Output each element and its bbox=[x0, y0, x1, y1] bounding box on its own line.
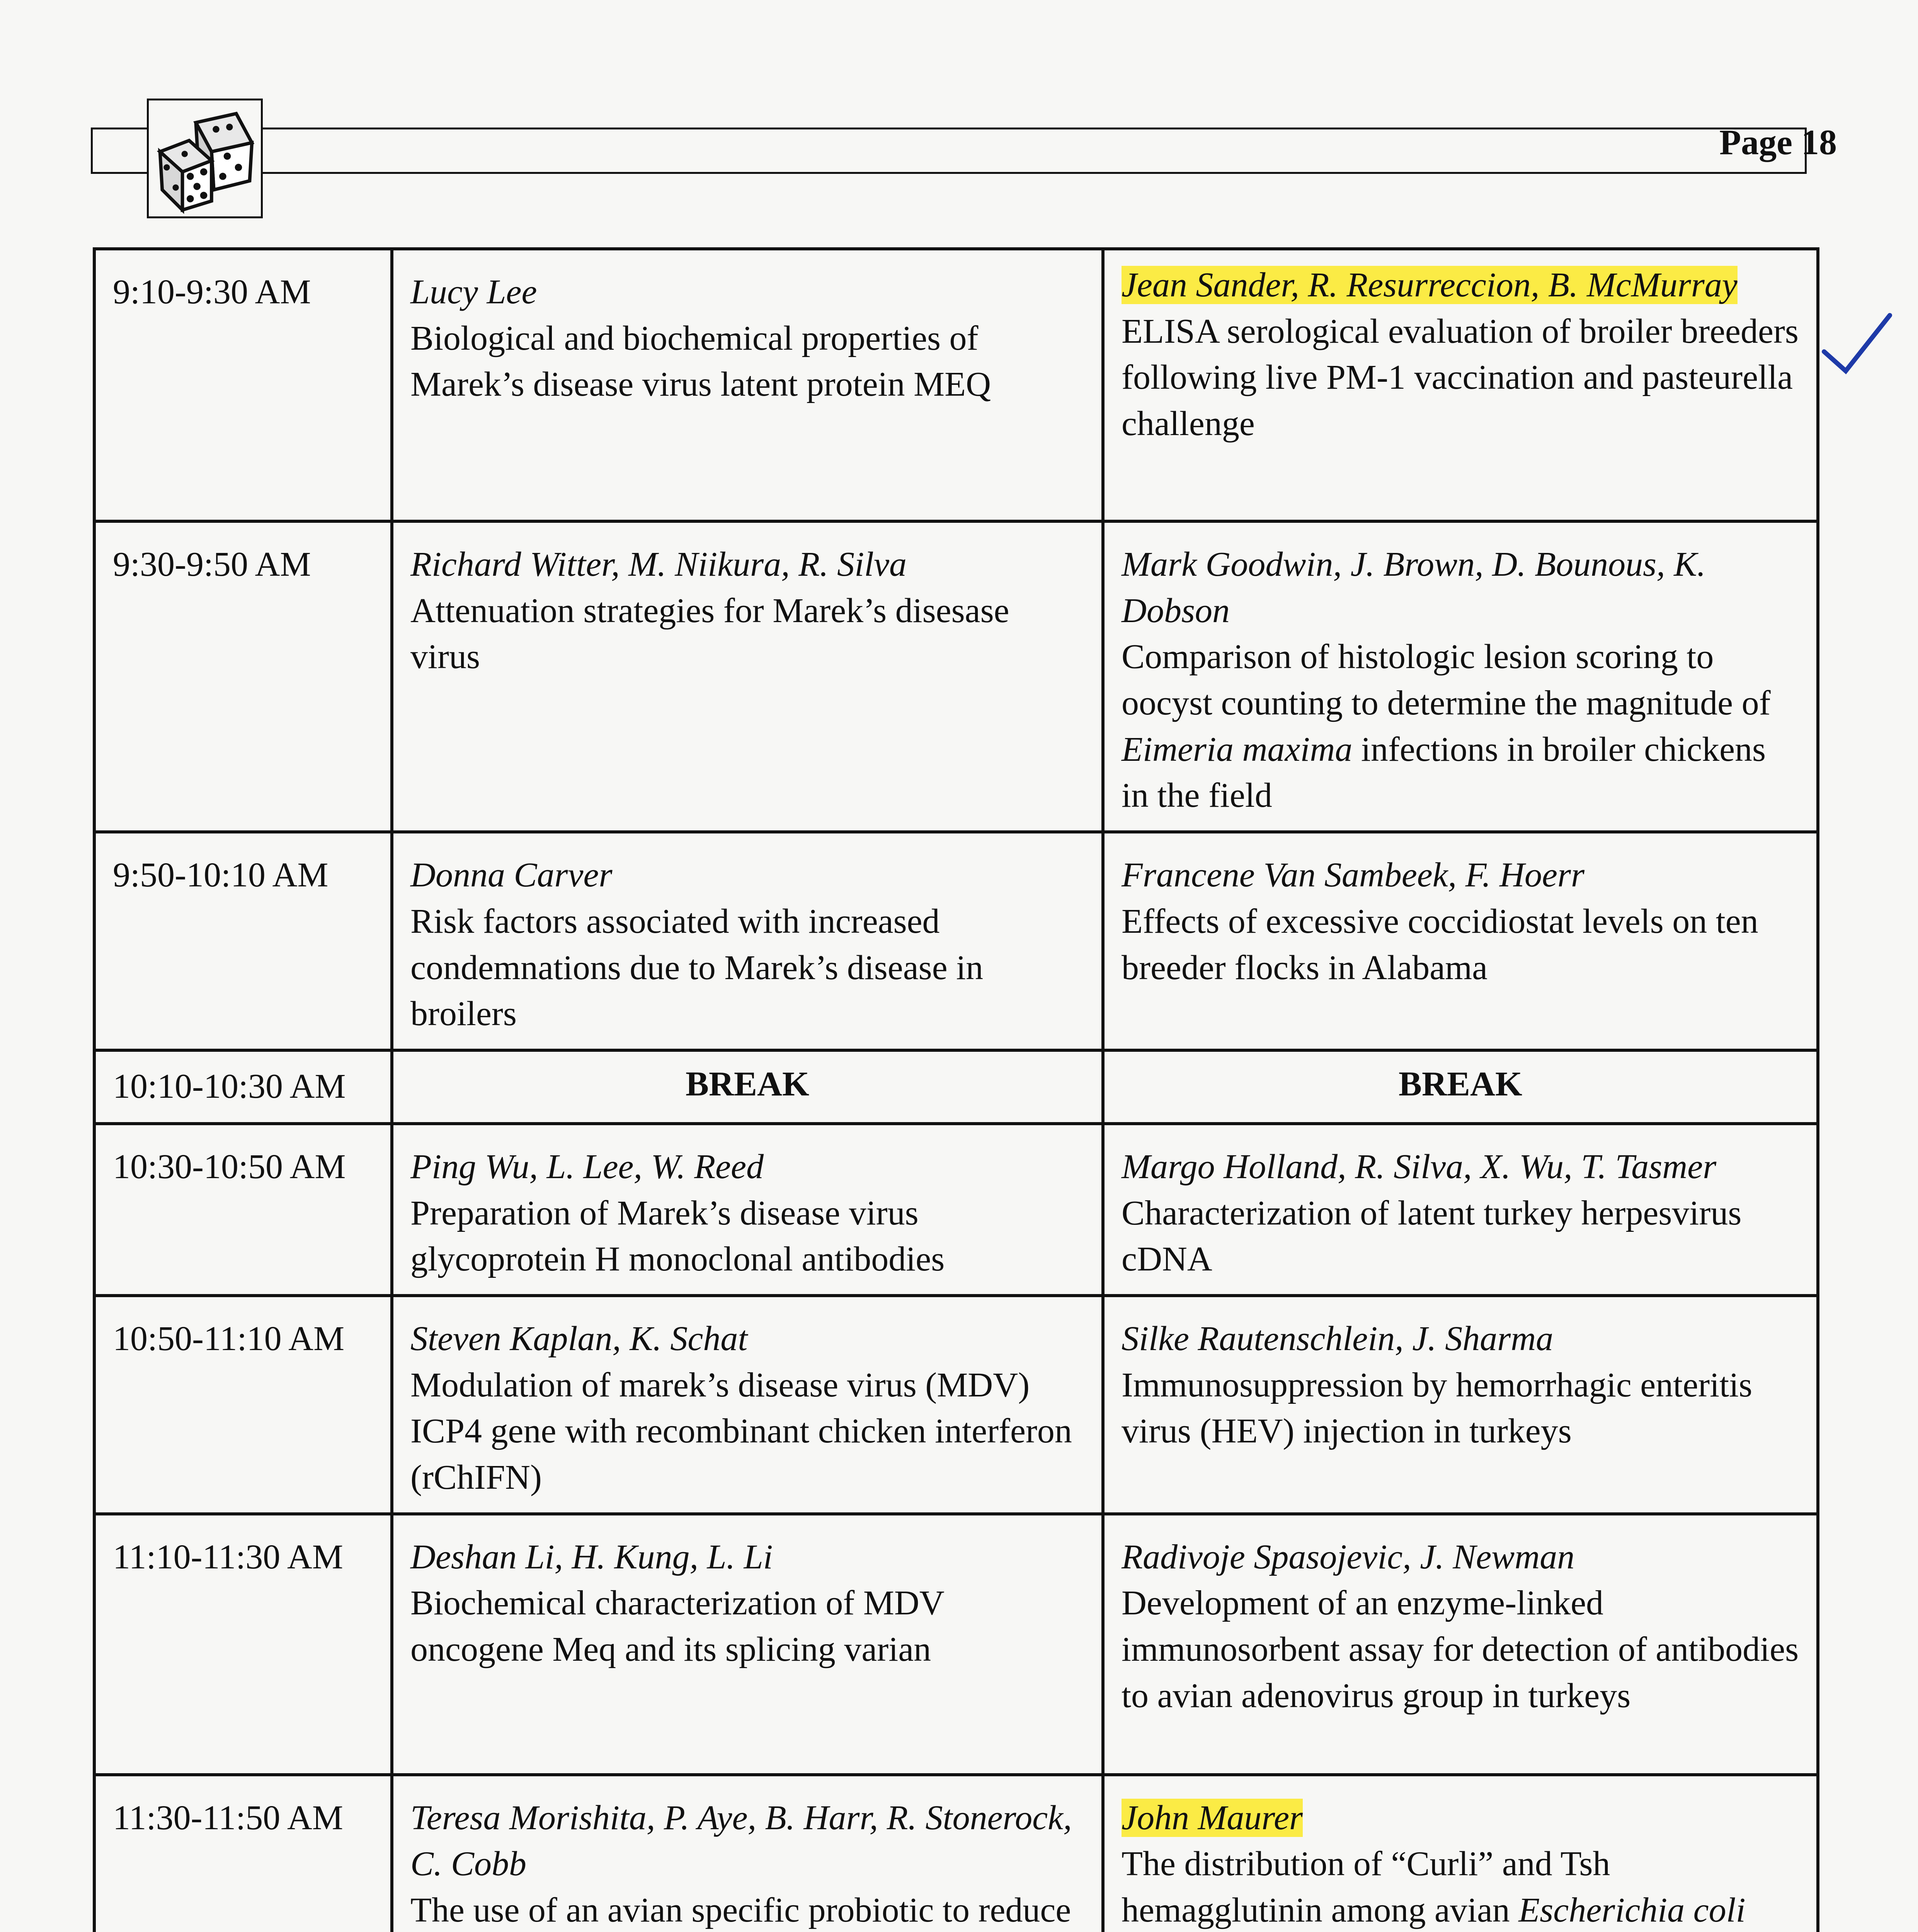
talk-title: Modulation of marek’s disease virus (MDV) ICP4 gene with recombinant chicken interferon (rChIFN) bbox=[410, 1366, 1072, 1497]
session-b-cell bbox=[1103, 1775, 1818, 1932]
break-label: BREAK bbox=[1398, 1065, 1523, 1103]
authors: Donna Carver bbox=[410, 856, 613, 895]
check-mark-icon bbox=[1816, 309, 1894, 379]
session-a-cell bbox=[392, 249, 1103, 521]
table-row bbox=[94, 1296, 1818, 1514]
table-row bbox=[94, 1050, 1818, 1124]
authors: Ping Wu, L. Lee, W. Reed bbox=[410, 1147, 764, 1186]
break-label: BREAK bbox=[685, 1065, 810, 1103]
authors: Richard Witter, M. Niikura, R. Silva bbox=[410, 545, 907, 583]
session-b-cell bbox=[1103, 249, 1818, 521]
session-a-cell bbox=[392, 1514, 1103, 1775]
talk-title: Preparation of Marek’s disease virus glycoprotein H monoclonal antibodies bbox=[410, 1194, 945, 1279]
time-slot: 10:10-10:30 AM bbox=[94, 1050, 392, 1124]
table-row bbox=[94, 249, 1818, 521]
session-a-cell bbox=[392, 521, 1103, 832]
talk-title: Attenuation strategies for Marek’s disesase virus bbox=[410, 591, 1009, 676]
session-a-cell bbox=[392, 1296, 1103, 1514]
header-bar bbox=[91, 128, 1807, 174]
talk-title: ELISA serological evaluation of broiler breeders following live PM-1 vaccination and pasteurella challenge bbox=[1122, 312, 1799, 443]
session-a-cell bbox=[392, 832, 1103, 1050]
highlighted-authors: John Maurer bbox=[1122, 1798, 1303, 1837]
authors: Francene Van Sambeek, F. Hoerr bbox=[1122, 856, 1585, 895]
time-slot: 9:30-9:50 AM bbox=[94, 521, 392, 832]
authors: Teresa Morishita, P. Aye, B. Harr, R. Stonerock, C. Cobb bbox=[410, 1798, 1072, 1883]
authors: Lucy Lee bbox=[410, 273, 537, 311]
talk-title: The use of an avian specific probiotic to reduce bbox=[410, 1891, 1071, 1930]
session-b-cell bbox=[1103, 1050, 1818, 1124]
authors: Steven Kaplan, K. Schat bbox=[410, 1319, 748, 1358]
highlighted-authors: Jean Sander, R. Resurreccion, B. McMurray bbox=[1122, 266, 1738, 304]
talk-title: Development of an enzyme-linked immunosorbent assay for detection of antibodies to avian adenovirus group in turkeys bbox=[1122, 1584, 1799, 1715]
table-row bbox=[94, 1514, 1818, 1775]
talk-title: Risk factors associated with increased condemnations due to Marek’s disease in broilers bbox=[410, 902, 984, 1033]
table-row bbox=[94, 521, 1818, 832]
table-row bbox=[94, 1775, 1818, 1932]
session-b-cell bbox=[1103, 1296, 1818, 1514]
session-a-cell bbox=[392, 1124, 1103, 1296]
talk-title: Biological and biochemical properties of Marek’s disease virus latent protein MEQ bbox=[410, 319, 991, 404]
talk-title: Comparison of histologic lesion scoring to oocyst counting to determine the magnitude of Eimeria maxima infections in broiler chickens in the field bbox=[1122, 638, 1771, 815]
time-slot: 10:30-10:50 AM bbox=[94, 1124, 392, 1296]
time-slot: 11:10-11:30 AM bbox=[94, 1514, 392, 1775]
session-b-cell bbox=[1103, 1124, 1818, 1296]
authors bbox=[1122, 262, 1799, 308]
session-b-cell bbox=[1103, 1514, 1818, 1775]
talk-title: The distribution of “Curli” and Tsh hemagglutinin among avian Escherichia coli bbox=[1122, 1845, 1746, 1930]
talk-title: Biochemical characterization of MDV oncogene Meq and its splicing varian bbox=[410, 1584, 944, 1669]
page-number: Page 18 bbox=[1719, 122, 1837, 162]
dice-icon bbox=[149, 100, 261, 216]
time-slot: 10:50-11:10 AM bbox=[94, 1296, 392, 1514]
session-b-cell bbox=[1103, 832, 1818, 1050]
time-slot: 9:10-9:30 AM bbox=[94, 249, 392, 521]
talk-title: Characterization of latent turkey herpesvirus cDNA bbox=[1122, 1194, 1742, 1279]
time-slot: 11:30-11:50 AM bbox=[94, 1775, 392, 1932]
authors: Mark Goodwin, J. Brown, D. Bounous, K. Dobson bbox=[1122, 545, 1706, 630]
time-slot: 9:50-10:10 AM bbox=[94, 832, 392, 1050]
authors bbox=[1122, 1795, 1799, 1841]
talk-title: Effects of excessive coccidiostat levels on ten breeder flocks in Alabama bbox=[1122, 902, 1758, 987]
authors: Silke Rautenschlein, J. Sharma bbox=[1122, 1319, 1554, 1358]
table-row bbox=[94, 1124, 1818, 1296]
schedule-table bbox=[93, 247, 1819, 1932]
session-a-cell bbox=[392, 1050, 1103, 1124]
session-b-cell bbox=[1103, 521, 1818, 832]
talk-title: Immunosuppression by hemorrhagic enteritis virus (HEV) injection in turkeys bbox=[1122, 1366, 1753, 1451]
authors: Radivoje Spasojevic, J. Newman bbox=[1122, 1537, 1575, 1576]
authors: Margo Holland, R. Silva, X. Wu, T. Tasmer bbox=[1122, 1147, 1717, 1186]
session-a-cell bbox=[392, 1775, 1103, 1932]
logo-frame bbox=[147, 99, 263, 218]
authors: Deshan Li, H. Kung, L. Li bbox=[410, 1537, 773, 1576]
table-row bbox=[94, 832, 1818, 1050]
